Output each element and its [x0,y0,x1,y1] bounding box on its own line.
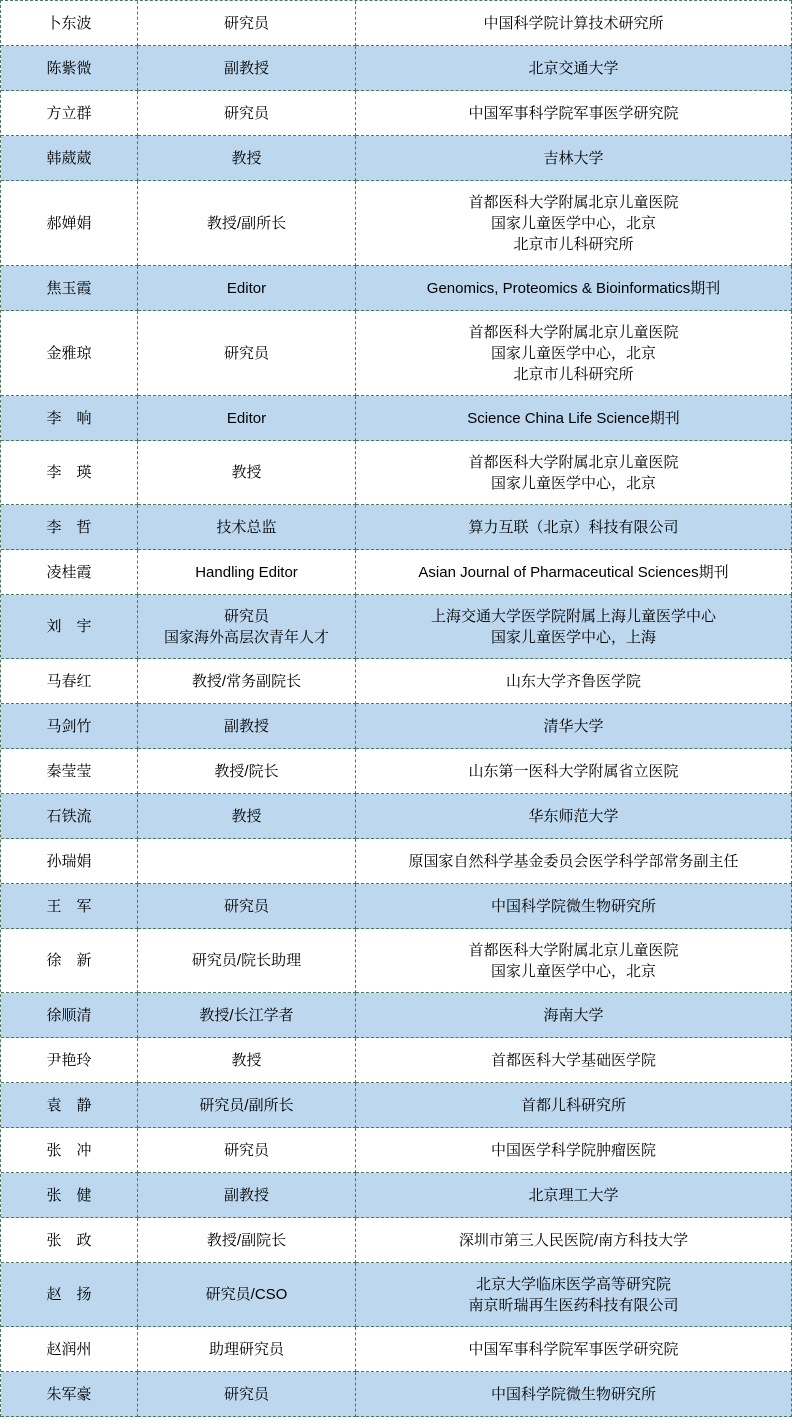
member-affiliation-line: 海南大学 [543,1006,604,1024]
member-affiliation-line: 国家儿童医学中心，上海 [490,628,656,646]
member-affiliation-cell [356,396,792,441]
table-row [1,396,792,441]
member-title-line: 研究员/院长助理 [191,952,302,969]
member-name-text: 石铁流 [46,807,92,825]
member-title-line: 教授/长江学者 [199,1006,294,1024]
member-affiliation-line: 首都医科大学附属北京儿童医院 [468,941,679,959]
member-title-cell [138,91,356,136]
member-affiliation-cell [356,181,792,266]
member-affiliation-line: 深圳市第三人民医院/南方科技大学 [458,1231,689,1249]
table-row [1,839,792,884]
member-name-cell [1,91,138,136]
member-name-cell [1,1083,138,1128]
member-name-text: 方立群 [46,104,92,122]
member-affiliation-line: 中国军事科学院军事医学研究院 [468,104,679,122]
member-affiliation-line: 华东师范大学 [528,807,619,825]
member-affiliation-cell [356,659,792,704]
table-row [1,929,792,993]
member-affiliation-line: 首都儿科研究所 [520,1096,626,1114]
member-affiliation-cell [356,91,792,136]
member-title-cell [138,46,356,91]
member-affiliation-line: 上海交通大学医学院附属上海儿童医学中心 [430,607,716,625]
member-title-line: 副教授 [223,717,269,735]
table-row [1,91,792,136]
member-title-line: Editor [226,279,267,297]
member-name-text: 赵润州 [46,1340,92,1358]
member-title-line: 国家海外高层次青年人才 [163,628,329,646]
member-title-line: 教授 [231,807,262,825]
member-name-text: 秦莹莹 [46,762,92,780]
member-title-line: 副教授 [223,1186,269,1204]
member-affiliation-line: 国家儿童医学中心，北京 [490,474,656,492]
member-title-cell [138,550,356,595]
member-name-text: 李 瑛 [46,464,92,481]
member-name-text: 韩葳葳 [46,149,92,167]
member-title-cell [138,1372,356,1417]
member-name-cell [1,1128,138,1173]
member-name-text: 郝婵娟 [46,214,92,232]
member-affiliation-cell [356,136,792,181]
member-title-line: 教授 [231,149,262,167]
member-affiliation-line: 中国科学院微生物研究所 [490,1385,656,1403]
member-title-cell [138,1128,356,1173]
member-name-text: 张 健 [46,1186,92,1204]
member-affiliation-cell [356,505,792,550]
member-affiliation-cell [356,1,792,46]
member-name-cell [1,396,138,441]
member-title-cell [138,704,356,749]
member-affiliation-cell [356,311,792,396]
member-affiliation-cell [356,1327,792,1372]
member-name-cell [1,505,138,550]
table-row [1,1128,792,1173]
member-title-cell [138,794,356,839]
member-title-line: 研究员/CSO [205,1286,288,1303]
member-affiliation-cell [356,839,792,884]
table-row [1,505,792,550]
table-row [1,595,792,659]
member-affiliation-cell [356,595,792,659]
member-affiliation-cell [356,1263,792,1327]
member-affiliation-cell [356,749,792,794]
member-affiliation-line: 国家儿童医学中心，北京 [490,962,656,980]
table-row [1,266,792,311]
table-row [1,1038,792,1083]
member-title-cell [138,993,356,1038]
member-title-cell [138,396,356,441]
member-title-line: Editor [226,409,267,427]
member-title-cell [138,181,356,266]
table-row [1,46,792,91]
member-affiliation-cell [356,794,792,839]
table-row [1,550,792,595]
member-affiliation-line: 南京昕瑞再生医药科技有限公司 [468,1296,679,1314]
member-name-text: 尹艳玲 [46,1051,92,1069]
member-name-cell [1,704,138,749]
member-name-text: 张 冲 [46,1141,92,1159]
member-name-cell [1,181,138,266]
member-title-cell [138,1218,356,1263]
table-row [1,441,792,505]
table-row [1,1173,792,1218]
member-title-line: 研究员 [223,344,269,362]
member-affiliation-cell [356,266,792,311]
table-row [1,1372,792,1417]
member-affiliation-cell [356,993,792,1038]
member-affiliation-cell [356,884,792,929]
member-affiliation-line: 北京大学临床医学高等研究院 [475,1275,671,1293]
member-title-line: 研究员 [223,104,269,122]
member-affiliation-line: Science China Life Science期刊 [467,409,680,427]
member-title-cell [138,311,356,396]
member-affiliation-cell [356,550,792,595]
member-affiliation-line: 山东大学齐鲁医学院 [505,672,641,690]
member-name-text: 朱军豪 [46,1385,92,1403]
member-title-line: 助理研究员 [208,1340,284,1358]
member-affiliation-line: 山东第一医科大学附属省立医院 [468,762,679,780]
table-row [1,884,792,929]
member-title-line: Handling Editor [195,563,298,581]
member-name-text: 刘 宇 [46,618,92,635]
member-name-text: 陈紫微 [46,59,92,77]
member-title-line: 教授/院长 [214,762,279,780]
member-affiliation-line: 首都医科大学附属北京儿童医院 [468,323,679,341]
member-affiliation-line: 吉林大学 [543,149,604,167]
member-affiliation-line: 首都医科大学基础医学院 [490,1051,656,1069]
member-title-cell [138,266,356,311]
member-affiliation-line: 中国科学院微生物研究所 [490,897,656,915]
member-title-cell [138,839,356,884]
member-title-cell [138,441,356,505]
member-name-cell [1,311,138,396]
member-name-cell [1,1173,138,1218]
member-affiliation-cell [356,1173,792,1218]
member-name-cell [1,136,138,181]
member-title-cell [138,136,356,181]
member-affiliation-line: 北京理工大学 [528,1186,619,1204]
table-row [1,1,792,46]
member-affiliation-line: 中国军事科学院军事医学研究院 [468,1340,679,1358]
member-affiliation-line: 中国医学科学院肿瘤医院 [490,1141,656,1159]
member-title-cell [138,1083,356,1128]
member-name-text: 马剑竹 [46,717,92,735]
member-title-cell [138,505,356,550]
member-name-cell [1,1327,138,1372]
member-affiliation-cell [356,929,792,993]
member-title-cell [138,749,356,794]
member-title-line: 研究员 [223,897,269,915]
member-affiliation-cell [356,441,792,505]
member-name-text: 凌桂霞 [46,563,92,581]
table-row [1,659,792,704]
member-affiliation-line: 首都医科大学附属北京儿童医院 [468,453,679,471]
member-title-line: 技术总监 [216,518,277,536]
member-affiliation-cell [356,1218,792,1263]
member-title-line: 教授/副所长 [206,214,287,232]
member-name-text: 马春红 [46,672,92,690]
table-row [1,181,792,266]
member-name-text: 袁 静 [46,1096,92,1114]
member-affiliation-line: 北京市儿科研究所 [513,365,634,383]
member-name-cell [1,1372,138,1417]
member-name-cell [1,550,138,595]
member-name-cell [1,1,138,46]
member-title-line: 教授/常务副院长 [191,672,302,690]
member-title-line: 教授 [231,464,262,481]
member-name-text: 赵 扬 [46,1286,92,1303]
table-row [1,704,792,749]
member-title-line: 研究员 [223,1141,269,1159]
member-name-text: 焦玉霞 [46,279,92,297]
member-title-line: 教授 [231,1051,262,1069]
member-title-line: 研究员 [223,1385,269,1403]
member-name-cell [1,441,138,505]
member-name-text: 孙瑞娟 [46,852,92,870]
member-title-line: 研究员 [223,14,269,32]
member-title-cell [138,1038,356,1083]
table-row [1,136,792,181]
table-row [1,749,792,794]
member-name-text: 李 响 [46,409,92,427]
member-name-cell [1,1038,138,1083]
member-name-text: 张 政 [46,1231,92,1249]
table-row [1,1083,792,1128]
member-affiliation-line: 国家儿童医学中心，北京 [490,344,656,362]
member-affiliation-cell [356,1372,792,1417]
member-name-text: 卜东波 [46,14,92,32]
table-row [1,1327,792,1372]
member-name-cell [1,929,138,993]
table-row [1,1218,792,1263]
member-title-cell [138,1,356,46]
member-title-cell [138,1327,356,1372]
member-title-line: 研究员/副所长 [199,1096,294,1114]
member-name-text: 徐 新 [46,952,92,969]
member-title-line: 副教授 [223,59,269,77]
member-title-cell [138,595,356,659]
member-affiliation-line: 中国科学院计算技术研究所 [483,14,664,32]
member-affiliation-cell [356,1038,792,1083]
table-row [1,993,792,1038]
member-name-cell [1,794,138,839]
member-affiliation-line: 北京市儿科研究所 [513,235,634,253]
table-row [1,1263,792,1327]
member-name-text: 王 军 [46,897,92,915]
member-title-cell [138,1173,356,1218]
member-affiliation-line: 算力互联（北京）科技有限公司 [468,518,679,536]
member-title-cell [138,659,356,704]
member-title-cell [138,884,356,929]
member-name-cell [1,266,138,311]
member-affiliation-cell [356,704,792,749]
member-name-cell [1,659,138,704]
member-affiliation-line: 北京交通大学 [528,59,619,77]
member-name-text: 金雅琼 [46,344,92,362]
member-affiliation-line: 首都医科大学附属北京儿童医院 [468,193,679,211]
member-name-text: 李 哲 [46,518,92,536]
member-affiliation-cell [356,1128,792,1173]
member-affiliation-line: Asian Journal of Pharmaceutical Sciences期刊 [418,563,729,581]
table-row [1,794,792,839]
member-name-cell [1,839,138,884]
member-title-cell [138,1263,356,1327]
member-name-cell [1,993,138,1038]
table-row [1,311,792,396]
member-affiliation-line: 原国家自然科学基金委员会医学科学部常务副主任 [408,852,739,870]
member-title-cell [138,929,356,993]
member-name-cell [1,1218,138,1263]
member-affiliation-line: Genomics, Proteomics & Bioinformatics期刊 [426,279,721,297]
member-name-cell [1,1263,138,1327]
member-name-cell [1,46,138,91]
member-name-text: 徐顺清 [46,1006,92,1024]
member-affiliation-cell [356,46,792,91]
member-title-line: 教授/副院长 [206,1231,287,1249]
member-name-cell [1,884,138,929]
member-name-cell [1,595,138,659]
member-name-cell [1,749,138,794]
member-affiliation-line: 清华大学 [543,717,604,735]
member-affiliation-cell [356,1083,792,1128]
member-title-line: 研究员 [223,607,269,625]
member-affiliation-line: 国家儿童医学中心，北京 [490,214,656,232]
